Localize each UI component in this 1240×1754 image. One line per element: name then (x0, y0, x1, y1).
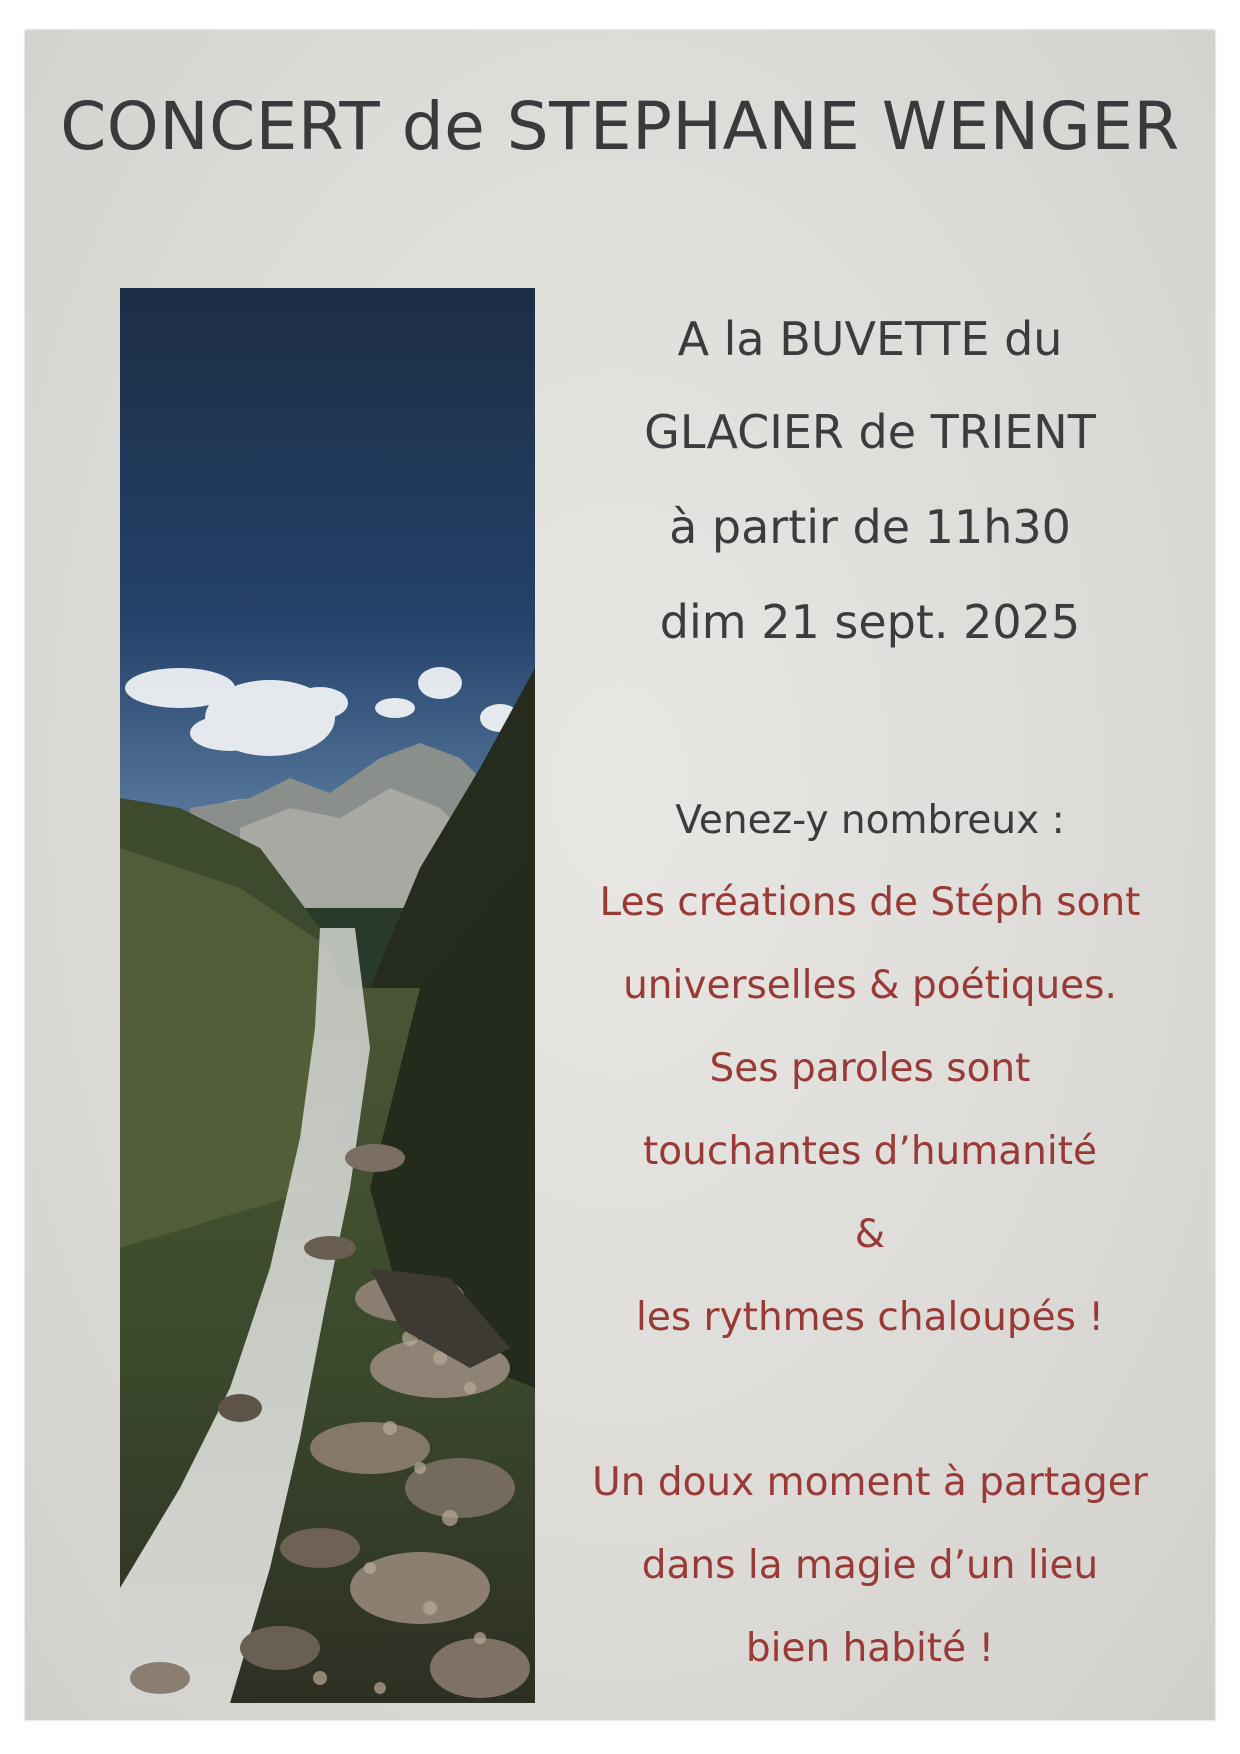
description-line: universelles & poétiques. (623, 963, 1117, 1008)
invite-text: Venez-y nombreux : (675, 798, 1065, 843)
mountain-stream-photo (120, 288, 535, 1703)
closing-line: dans la magie d’un lieu (641, 1543, 1099, 1588)
description-line: & (854, 1212, 886, 1257)
poster-title: CONCERT de STEPHANE WENGER (60, 88, 1180, 165)
description-line: Les créations de Stéph sont (599, 880, 1141, 925)
event-date: dim 21 sept. 2025 (659, 595, 1081, 649)
venue-line-1: A la BUVETTE du (677, 312, 1063, 366)
closing-line: Un doux moment à partager (592, 1460, 1148, 1505)
venue-line-2: GLACIER de TRIENT (644, 405, 1096, 459)
description-line: touchantes d’humanité (643, 1129, 1097, 1174)
closing-line: bien habité ! (745, 1626, 995, 1671)
description-line: Ses paroles sont (709, 1046, 1031, 1091)
description-line: les rythmes chaloupés ! (636, 1295, 1104, 1340)
event-time: à partir de 11h30 (669, 500, 1071, 554)
